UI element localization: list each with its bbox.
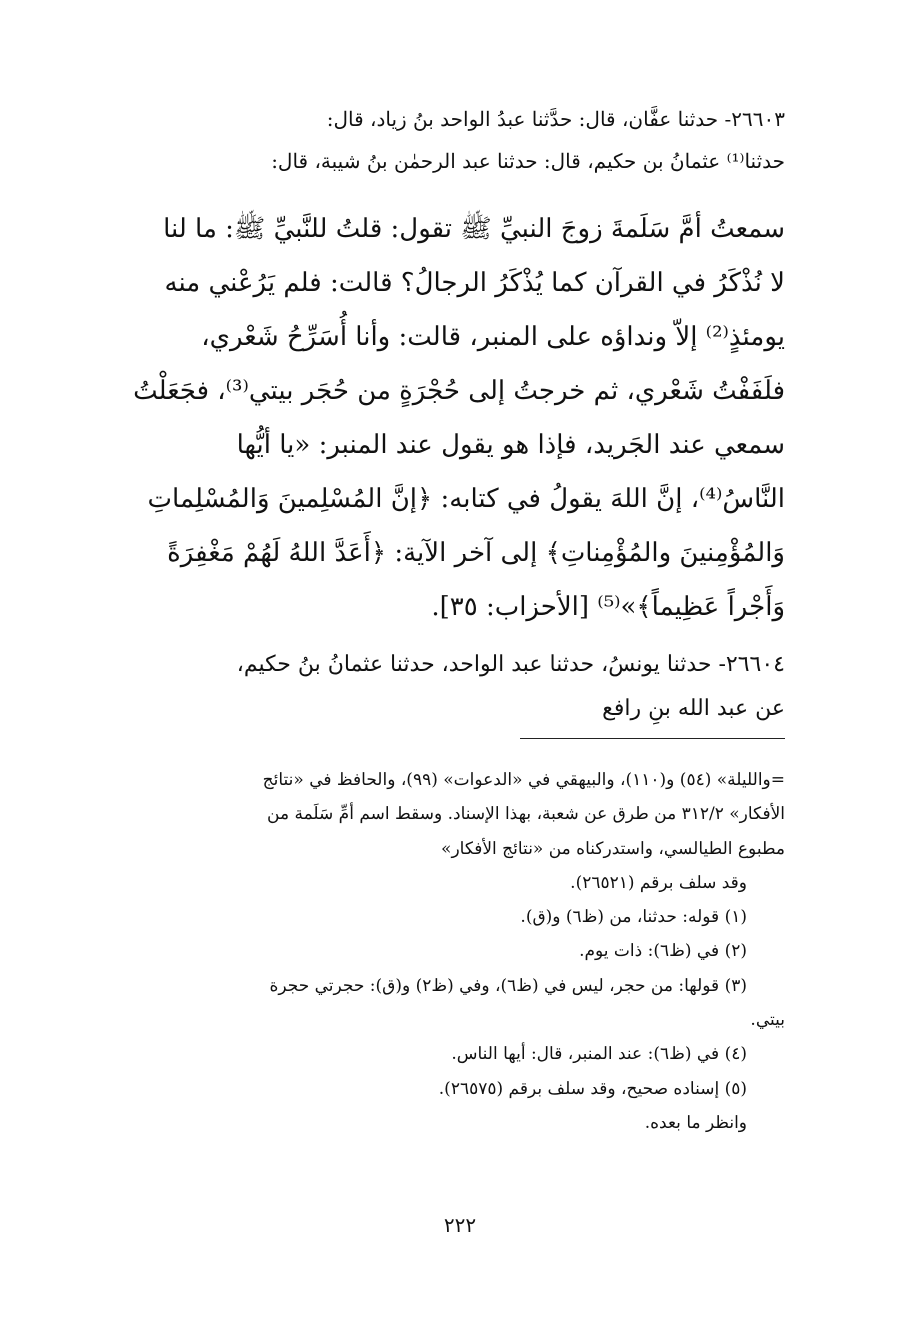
footnote-line: (٤) في (ظ٦): عند المنبر، قال: أيها الناس. [451, 1044, 747, 1065]
footnote-separator [520, 738, 785, 739]
matn-line: يومئذٍ⁽²⁾ إلاّ ونداؤه على المنبر، قالت: وأنا أُسَرِّحُ شَعْري، [201, 322, 785, 352]
hadith-26603-isnad [95, 98, 785, 182]
hadith-26603-matn [90, 202, 785, 634]
footnote-line: (١) قوله: حدثنا، من (ظ٦) و(ق). [520, 907, 747, 928]
matn-line: سمعتُ أمَّ سَلَمةَ زوجَ النبيِّ ﷺ تقول: قلتُ للنَّبيِّ ﷺ: ما لنا [163, 214, 785, 244]
isnad-line: حدثنا⁽¹⁾ عثمانُ بن حكيم، قال: حدثنا عبد الرحمٰن بنُ شيبة، قال: [271, 149, 785, 173]
footnote-line: (٢) في (ظ٦): ذات يوم. [579, 941, 747, 962]
matn-line: لا نُذْكَرُ في القرآن كما يُذْكَرُ الرجالُ؟ قالت: فلم يَرُعْني منه [164, 268, 785, 298]
footnote-line: وانظر ما بعده. [644, 1112, 747, 1133]
page-number: ٢٢٢ [443, 1213, 477, 1237]
matn-line: وَالمُؤْمِنينَ والمُؤْمِناتِ﴾ إلى آخر الآية: ﴿أَعَدَّ اللهُ لَهُمْ مَغْفِرَةً [167, 538, 785, 568]
footnotes [85, 763, 785, 1140]
footnote-line: مطبوع الطيالسي، واستدركناه من «نتائج الأفكار» [441, 838, 785, 859]
footnote-line: بيتي. [750, 1010, 785, 1031]
footnote-line: (٥) إسناده صحيح، وقد سلف برقم (٢٦٥٧٥). [438, 1078, 747, 1099]
isnad-line: ٢٦٦٠٣- حدثنا عفَّان، قال: حدَّثنا عبدُ الواحد بنُ زياد، قال: [326, 107, 785, 131]
footnote-line: (٣) قولها: من حجر، ليس في (ظ٦)، وفي (ظ٢) و(ق): حجرتي حجرة [269, 975, 747, 996]
footnote-line: =والليلة» (٥٤) و(١١٠)، والبيهقي في «الدعوات» (٩٩)، والحافظ في «نتائج [262, 770, 785, 790]
hadith-line: ٢٦٦٠٤- حدثنا يونسُ، حدثنا عبد الواحد، حدثنا عثمانُ بنُ حكيم، [236, 652, 785, 677]
hadith-26604 [95, 643, 785, 731]
footnote-line: وقد سلف برقم (٢٦٥٢١). [570, 872, 747, 893]
footnote-line: الأفكار» ٣١٢/٢ من طرق عن شعبة، بهذا الإسناد. وسقط اسم أمِّ سَلَمة من [267, 804, 785, 825]
matn-line: وَأَجْراً عَظِيماً﴾»⁽⁵⁾ [الأحزاب: ٣٥]. [431, 592, 785, 622]
matn-line: سمعي عند الجَريد، فإذا هو يقول عند المنبر: «يا أيُّها [236, 430, 785, 460]
matn-line: فلَفَفْتُ شَعْري، ثم خرجتُ إلى حُجْرَةٍ من حُجَر بيتي⁽³⁾، فجَعَلْتُ [133, 376, 785, 406]
hadith-line: عن عبد الله بنِ رافع [602, 696, 785, 721]
matn-line: النَّاسُ⁽⁴⁾، إنَّ اللهَ يقولُ في كتابه: ﴿إنَّ المُسْلِمينَ وَالمُسْلِماتِ [147, 484, 785, 514]
